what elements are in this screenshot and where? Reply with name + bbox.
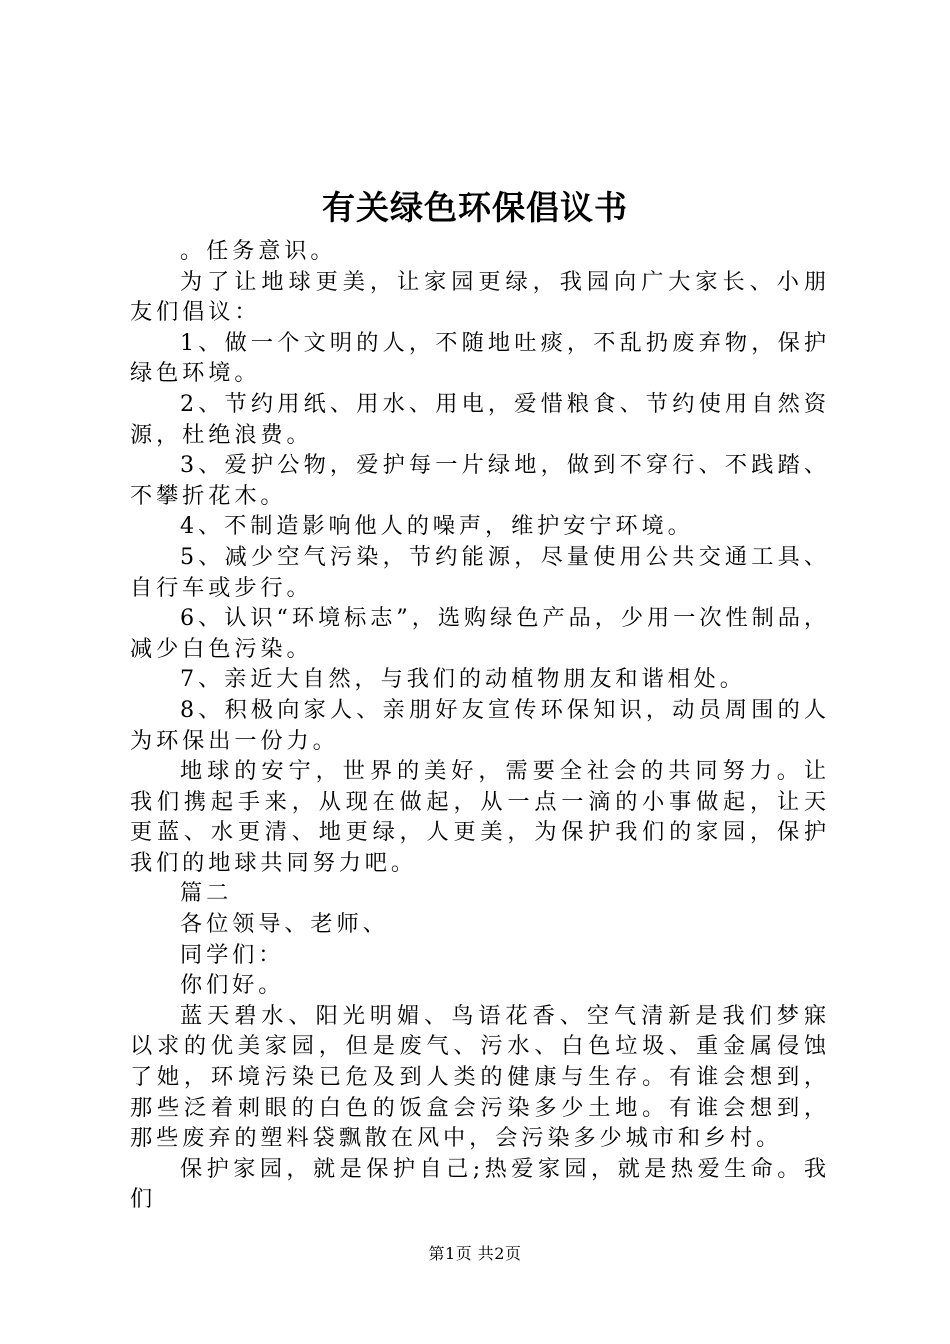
list-item: 6、认识“环境标志”，选购绿色产品，少用一次性制品，减少白色污染。: [130, 605, 830, 662]
paragraph: 蓝天碧水、阳光明媚、鸟语花香、空气清新是我们梦寐以求的优美家园，但是废气、污水、白色垃圾、重金属侵蚀了她，环境污染已危及到人类的健康与生存。有谁会想到，那些泛着刺眼的白色的饭盒会污染多少土地。有谁会想到，那些废弃的塑料袋飘散在风中，会污染多少城市和乡村。: [130, 1002, 830, 1152]
section-heading: 篇二: [180, 880, 233, 907]
list-item: 1、做一个文明的人，不随地吐痰，不乱扔废弃物，保护绿色环境。: [130, 329, 830, 387]
list-item: 8、积极向家人、亲朋好友宣传环保知识，动员周围的人为环保出一份力。: [130, 696, 830, 754]
list-item: 2、节约用纸、用水、用电，爱惜粮食、节约使用自然资源，杜绝浪费。: [130, 390, 830, 448]
greeting: 你们好。: [180, 972, 285, 999]
list-item: 4、不制造影响他人的噪声，维护安宁环境。: [180, 513, 694, 540]
list-item: 5、减少空气污染，节约能源，尽量使用公共交通工具、自行车或步行。: [130, 543, 830, 601]
salutation: 各位领导、老师、: [180, 911, 389, 938]
list-item: 7、亲近大自然，与我们的动植物朋友和谐相处。: [180, 666, 746, 693]
paragraph: 为了让地球更美，让家园更绿，我园向广大家长、小朋友们倡议：: [130, 268, 830, 326]
paragraph: 地球的安宁，世界的美好，需要全社会的共同努力。让我们携起手来，从现在做起，从一点一滴的小事做起，让天更蓝、水更清、地更绿，人更美，为保护我们的家园，保护我们的地球共同努力吧。: [130, 758, 830, 876]
page-number-footer: 第1页 共2页: [428, 1244, 522, 1263]
document-title: 有关绿色环保倡议书: [322, 188, 628, 227]
paragraph: 保护家园，就是保护自己;热爱家园，就是热爱生命。我们: [130, 1155, 830, 1213]
salutation: 同学们：: [180, 941, 285, 968]
list-item: 3、爱护公物，爱护每一片绿地，做到不穿行、不践踏、不攀折花木。: [130, 452, 830, 509]
paragraph: 。任务意识。: [180, 238, 337, 264]
document-body: [130, 236, 830, 1215]
